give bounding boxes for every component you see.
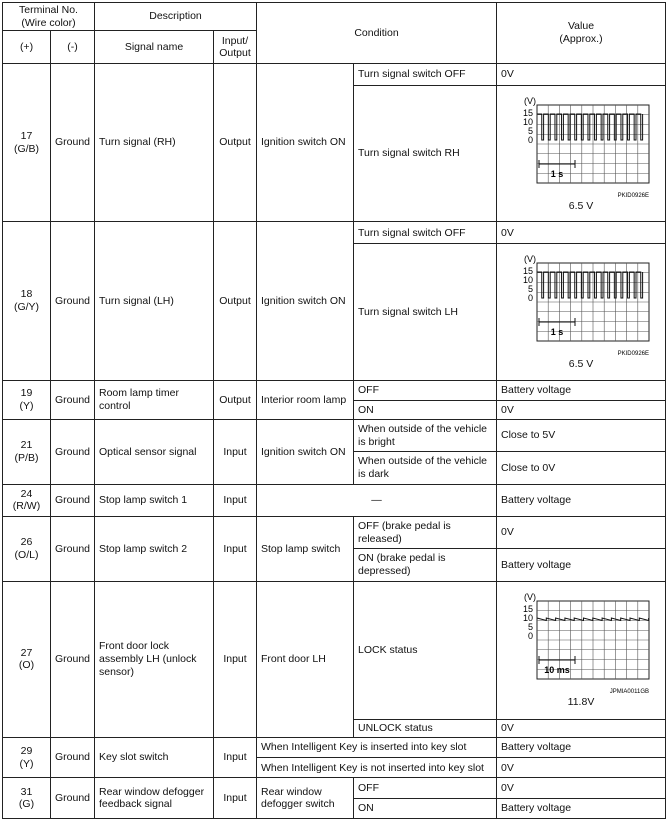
y-tick-10: 10 — [522, 116, 533, 127]
condition-17-rh: Turn signal switch RH — [354, 85, 497, 221]
y-tick-5: 5 — [527, 622, 533, 633]
signal-18: Turn signal (LH) — [95, 222, 214, 381]
y-tick-0: 0 — [527, 293, 533, 304]
time-marker — [539, 318, 575, 326]
condition-29-not-inserted: When Intelligent Key is not inserted into key slot — [257, 758, 497, 778]
condition-17-off: Turn signal switch OFF — [354, 63, 497, 85]
ground-18: Ground — [51, 222, 95, 381]
signal-name-header: Signal name — [95, 31, 214, 63]
ground-29: Ground — [51, 738, 95, 778]
io-18: Output — [214, 222, 257, 381]
condition-18-off: Turn signal switch OFF — [354, 222, 497, 244]
signal-21: Optical sensor signal — [95, 420, 214, 485]
io-19: Output — [214, 380, 257, 419]
figure-code: PKID0926E — [617, 192, 649, 199]
condition-main-26: Stop lamp switch — [257, 517, 354, 582]
y-unit: (V) — [524, 254, 536, 265]
voltage-18: 6.5 V — [568, 358, 594, 371]
io-31: Input — [214, 778, 257, 819]
value-29-not-inserted: 0V — [497, 758, 666, 778]
y-tick-0: 0 — [527, 631, 533, 642]
value-27-lock — [497, 581, 666, 719]
condition-18-lh: Turn signal switch LH — [354, 244, 497, 380]
terminal-24: 24 (R/W) — [3, 484, 51, 516]
terminal-19: 19 (Y) — [3, 380, 51, 419]
condition-main-24: — — [257, 484, 497, 516]
signal-29: Key slot switch — [95, 738, 214, 778]
condition-19-off: OFF — [354, 380, 497, 400]
value-header: Value (Approx.) — [497, 3, 666, 64]
ground-27: Ground — [51, 581, 95, 737]
description-header: Description — [95, 3, 257, 31]
figure-code: PKID0926E — [617, 351, 649, 358]
waveform-trace — [537, 618, 649, 621]
y-tick-5: 5 — [527, 284, 533, 295]
ground-24: Ground — [51, 484, 95, 516]
io-header: Input/ Output — [214, 31, 257, 63]
value-26-on: Battery voltage — [497, 549, 666, 581]
ground-21: Ground — [51, 420, 95, 485]
waveform-18 — [509, 253, 653, 357]
terminal-no-header: Terminal No. (Wire color) — [3, 3, 95, 31]
value-26-off: 0V — [497, 517, 666, 549]
value-29-inserted: Battery voltage — [497, 738, 666, 758]
y-unit: (V) — [524, 592, 536, 603]
waveform-17 — [509, 95, 653, 199]
ground-26: Ground — [51, 517, 95, 582]
value-24: Battery voltage — [497, 484, 666, 516]
condition-header: Condition — [257, 3, 497, 64]
value-19-on: 0V — [497, 400, 666, 419]
value-27-unlock: 0V — [497, 719, 666, 737]
terminal-27: 27 (O) — [3, 581, 51, 737]
condition-26-on: ON (brake pedal is depressed) — [354, 549, 497, 581]
condition-31-on: ON — [354, 798, 497, 818]
condition-26-off: OFF (brake pedal is released) — [354, 517, 497, 549]
value-17-off: 0V — [497, 63, 666, 85]
figure-code: JPMIA0011GB — [609, 689, 649, 696]
y-tick-15: 15 — [522, 107, 533, 118]
y-tick-15: 15 — [522, 266, 533, 277]
signal-31: Rear window defogger feedback signal — [95, 778, 214, 819]
y-tick-5: 5 — [527, 125, 533, 136]
time-label: 1 s — [550, 168, 564, 179]
y-tick-15: 15 — [522, 604, 533, 615]
value-18-off: 0V — [497, 222, 666, 244]
time-marker — [539, 656, 575, 664]
voltage-27: 11.8V — [567, 696, 595, 709]
signal-27: Front door lock assembly LH (unlock sensor) — [95, 581, 214, 737]
ground-31: Ground — [51, 778, 95, 819]
condition-31-off: OFF — [354, 778, 497, 798]
minus-header: (-) — [51, 31, 95, 63]
condition-21-bright: When outside of the vehicle is bright — [354, 420, 497, 452]
terminal-spec-table — [2, 2, 666, 819]
terminal-17: 17 (G/B) — [3, 63, 51, 222]
io-27: Input — [214, 581, 257, 737]
terminal-29: 29 (Y) — [3, 738, 51, 778]
condition-main-21: Ignition switch ON — [257, 420, 354, 485]
value-21-dark: Close to 0V — [497, 452, 666, 484]
terminal-21: 21 (P/B) — [3, 420, 51, 485]
y-tick-10: 10 — [522, 613, 533, 624]
time-label: 10 ms — [544, 665, 570, 676]
terminal-31: 31 (G) — [3, 778, 51, 819]
terminal-26: 26 (O/L) — [3, 517, 51, 582]
signal-24: Stop lamp switch 1 — [95, 484, 214, 516]
y-tick-10: 10 — [522, 275, 533, 286]
signal-17: Turn signal (RH) — [95, 63, 214, 222]
condition-main-17: Ignition switch ON — [257, 63, 354, 222]
condition-19-on: ON — [354, 400, 497, 419]
time-label: 1 s — [550, 327, 564, 338]
value-31-on: Battery voltage — [497, 798, 666, 818]
condition-21-dark: When outside of the vehicle is dark — [354, 452, 497, 484]
condition-29-inserted: When Intelligent Key is inserted into key slot — [257, 738, 497, 758]
plus-header: (+) — [3, 31, 51, 63]
io-24: Input — [214, 484, 257, 516]
value-31-off: 0V — [497, 778, 666, 798]
io-29: Input — [214, 738, 257, 778]
voltage-17: 6.5 V — [568, 199, 594, 212]
value-21-bright: Close to 5V — [497, 420, 666, 452]
ground-17: Ground — [51, 63, 95, 222]
y-tick-0: 0 — [527, 134, 533, 145]
signal-19: Room lamp timer control — [95, 380, 214, 419]
time-marker — [539, 160, 575, 168]
value-17-rh — [497, 85, 666, 221]
condition-27-unlock: UNLOCK status — [354, 719, 497, 737]
ground-19: Ground — [51, 380, 95, 419]
condition-main-27: Front door LH — [257, 581, 354, 737]
condition-main-19: Interior room lamp — [257, 380, 354, 419]
io-21: Input — [214, 420, 257, 485]
condition-main-31: Rear window defogger switch — [257, 778, 354, 819]
io-26: Input — [214, 517, 257, 582]
condition-main-18: Ignition switch ON — [257, 222, 354, 381]
value-18-lh — [497, 244, 666, 380]
value-19-off: Battery voltage — [497, 380, 666, 400]
y-unit: (V) — [524, 95, 536, 106]
signal-26: Stop lamp switch 2 — [95, 517, 214, 582]
terminal-18: 18 (G/Y) — [3, 222, 51, 381]
condition-27-lock: LOCK status — [354, 581, 497, 719]
io-17: Output — [214, 63, 257, 222]
waveform-27 — [509, 591, 653, 695]
